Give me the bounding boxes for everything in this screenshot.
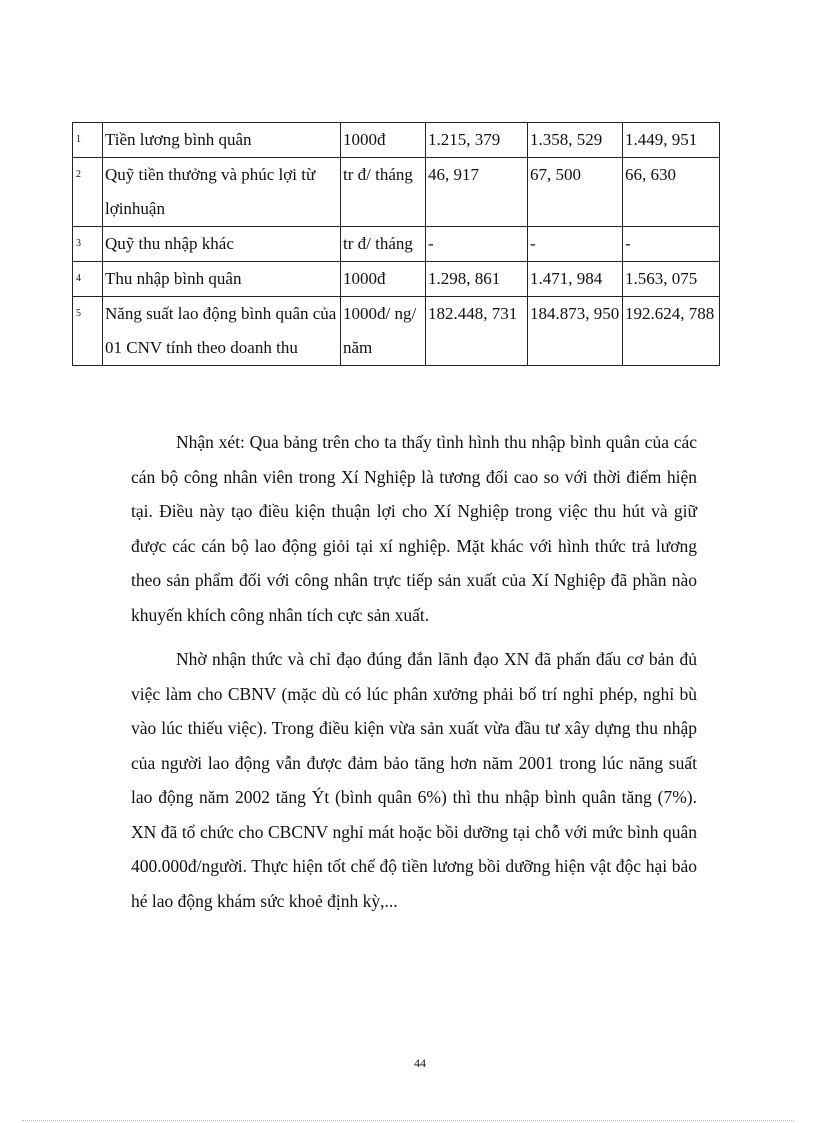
page-bottom-divider bbox=[22, 1120, 794, 1121]
row-unit: tr đ/ tháng bbox=[341, 227, 426, 262]
row-label: Năng suất lao động bình quân của 01 CNV tính theo doanh thu bbox=[103, 297, 341, 366]
page-number: 44 bbox=[414, 1056, 426, 1070]
row-value-2: 67, 500 bbox=[528, 158, 623, 227]
row-value-3: - bbox=[623, 227, 720, 262]
row-value-3: 192.624, 788 bbox=[623, 297, 720, 366]
row-value-1: 1.298, 861 bbox=[426, 262, 528, 297]
row-value-3: 1.563, 075 bbox=[623, 262, 720, 297]
row-number: 5 bbox=[73, 297, 103, 366]
row-label: Thu nhập bình quân bbox=[103, 262, 341, 297]
row-label: Tiền lương bình quân bbox=[103, 123, 341, 158]
row-unit: 1000đ/ ng/ năm bbox=[341, 297, 426, 366]
row-label: Quỹ thu nhập khác bbox=[103, 227, 341, 262]
income-table bbox=[72, 122, 720, 366]
row-number: 1 bbox=[73, 123, 103, 158]
row-value-2: - bbox=[528, 227, 623, 262]
table-row bbox=[73, 262, 720, 297]
row-number: 3 bbox=[73, 227, 103, 262]
row-value-1: 46, 917 bbox=[426, 158, 528, 227]
row-unit: 1000đ bbox=[341, 123, 426, 158]
row-value-2: 1.471, 984 bbox=[528, 262, 623, 297]
analysis-paragraph: Nhờ nhận thức và chỉ đạo đúng đắn lãnh đạo XN đã phấn đấu cơ bản đủ việc làm cho CBNV (mặc dù có lúc phân xưởng phải bố trí nghỉ phép, nghỉ bù vào lúc thiếu việc). Trong điều kiện vừa sản xuất vừa đầu tư xây dựng thu nhập của người lao động vẫn được đảm bảo tăng hơn năm 2001 trong lúc năng suất lao động năm 2002 tăng Ýt (bình quân 6%) thì thu nhập bình quân tăng (7%). XN đã tổ chức cho CBCNV nghỉ mát hoặc bồi dưỡng tại chỗ với mức bình quân 400.000đ/người. Thực hiện tốt chế độ tiền lương bồi dưỡng hiện vật độc hại bảo hé lao động khám sức khoẻ định kỳ,... bbox=[131, 649, 697, 911]
row-number: 2 bbox=[73, 158, 103, 227]
row-value-3: 66, 630 bbox=[623, 158, 720, 227]
row-number: 4 bbox=[73, 262, 103, 297]
row-value-1: 1.215, 379 bbox=[426, 123, 528, 158]
table-row bbox=[73, 123, 720, 158]
row-value-1: 182.448, 731 bbox=[426, 297, 528, 366]
row-unit: tr đ/ tháng bbox=[341, 158, 426, 227]
commentary-paragraph: Nhận xét: Qua bảng trên cho ta thấy tình hình thu nhập bình quân của các cán bộ công nhân viên trong Xí Nghiệp là tương đối cao so với thời điểm hiện tại. Điều này tạo điều kiện thuận lợi cho Xí Nghiệp trong việc thu hút và giữ được các cán bộ lao động giỏi tại xí nghiệp. Mặt khác với hình thức trả lương theo sản phẩm đối với công nhân trực tiếp sản xuất của Xí Nghiệp đã phần nào khuyến khích công nhân tích cực sản xuất. bbox=[131, 432, 697, 625]
table-row bbox=[73, 158, 720, 227]
row-value-2: 1.358, 529 bbox=[528, 123, 623, 158]
table-row bbox=[73, 227, 720, 262]
row-value-1: - bbox=[426, 227, 528, 262]
table-row bbox=[73, 297, 720, 366]
row-unit: 1000đ bbox=[341, 262, 426, 297]
row-label: Quỹ tiền thưởng và phúc lợi từ lợinhuận bbox=[103, 158, 341, 227]
row-value-2: 184.873, 950 bbox=[528, 297, 623, 366]
row-value-3: 1.449, 951 bbox=[623, 123, 720, 158]
